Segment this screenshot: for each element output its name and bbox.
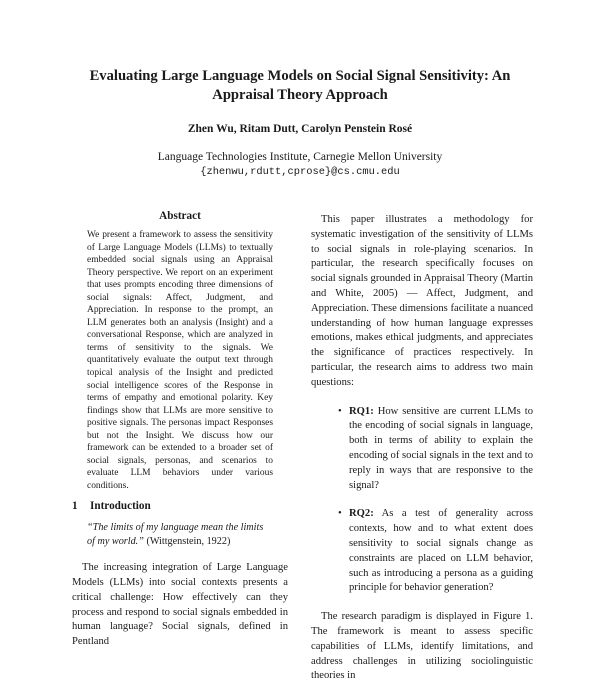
paper-title: Evaluating Large Language Models on Social Signal Sensitivity: An Appraisal Theory Approach — [89, 68, 511, 103]
research-question-item — [311, 507, 533, 596]
epigraph-quote — [87, 521, 273, 548]
research-questions-list — [311, 405, 533, 597]
quote-source: (Wittgenstein, 1922) — [146, 535, 231, 547]
paradigm-paragraph: The research paradigm is displayed in Figure 1. The framework is meant to assess specific capabilities of LLMs, identify limitations, and address challenges in utilizing sociolinguistic theories in — [311, 611, 533, 682]
quote-text: “The limits of my language mean the limits of my world.” — [87, 522, 264, 547]
left-column — [72, 210, 288, 650]
right-column — [311, 210, 533, 684]
section-title: Introduction — [90, 500, 151, 513]
rq-label: RQ2: — [349, 508, 374, 520]
affiliation-block — [60, 150, 540, 180]
rq-label: RQ1: — [349, 405, 374, 417]
affiliation: Language Technologies Institute, Carnegie Mellon University — [157, 151, 443, 163]
intro-paragraph: The increasing integration of Large Language Models (LLMs) into social contexts presents a critical challenge: How effectively can they process and respond to social signals embedded in human language? Social signals, defined in Pentland — [72, 562, 288, 648]
author-emails: {zhenwu,rdutt,cprose}@cs.cmu.edu — [200, 166, 400, 178]
bullet-icon: • — [338, 508, 342, 520]
methodology-paragraph: This paper illustrates a methodology for systematic investigation of the sensitivity of LLMs to social signals in role-playing scenarios. In particular, the research specifically focuses on social signals grounded in Appraisal Theory (Martin and White, 2005) — Affect, Judgment, and Appreciation. These dimensions facilitate a nuanced understanding of how human language expresses emotions, makes ethical judgments, and appreciates the significance of practices respectively. In particular, the research aims to address two main questions: — [311, 214, 533, 388]
rq-text: As a test of generality across contexts, how and to what extent does sensitivity to social signals change as constraints are placed on LLM behavior, such as introducing a persona as a guiding principle for behavior generation? — [349, 508, 533, 594]
section-number: 1 — [72, 500, 78, 513]
research-question-item — [311, 405, 533, 494]
abstract-heading: Abstract — [159, 210, 201, 222]
section-heading-introduction — [72, 500, 288, 512]
rq-text: How sensitive are current LLMs to the encoding of social signals in language, both in terms of ability to explain the encoding of social signals in the text and to reply in ways that are responsive to the signal? — [349, 405, 533, 491]
paper-authors: Zhen Wu, Ritam Dutt, Carolyn Penstein Rosé — [187, 123, 413, 135]
bullet-icon: • — [338, 405, 342, 417]
abstract-body: We present a framework to assess the sensitivity of Large Language Models (LLMs) to textually embedded social signals using an Appraisal Theory perspective. We report on an experiment that uses prompts encoding three dimensions of social signals: Affect, Judgment, and Appreciation. In response to the prompt, an LLM generates both an analysis (Insight) and a conversational Response, which are analyzed in terms of sensitivity to the signals. We quantitatively evaluate the output text through topical analysis of the Insight and predicted social intelligence scores of the Response in terms of empathy and emotional polarity. Key findings show that LLMs are more sensitive to positive signals. The personas impact Responses but not the Insight. We discuss how our framework can be extended to a broader set of social signals, personas, and scenarios to evaluate LLM behaviors under various conditions. — [87, 230, 273, 491]
